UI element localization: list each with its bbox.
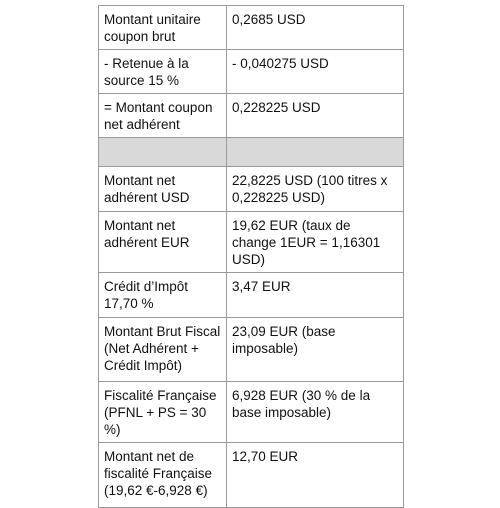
row-label: Montant Brut Fiscal (Net Adhérent + Crédit Impôt) [104, 324, 221, 373]
table-row [99, 212, 404, 273]
row-label-cell [99, 382, 227, 443]
row-value-cell [227, 443, 404, 508]
row-label-cell [99, 273, 227, 318]
table-row [99, 50, 404, 94]
table-row [99, 167, 404, 212]
row-label: - Retenue à la source 15 % [104, 56, 189, 88]
table-row [99, 6, 404, 50]
row-label: Montant unitaire coupon brut [104, 12, 201, 44]
row-value: 3,47 EUR [232, 279, 291, 294]
row-label: Fiscalité Française (PFNL + PS = 30 %) [104, 388, 217, 437]
row-value-cell [227, 273, 404, 318]
separator-cell [99, 138, 227, 167]
row-value: 6,928 EUR (30 % de la base imposable) [232, 388, 371, 420]
row-label-cell [99, 318, 227, 382]
row-value: - 0,040275 USD [232, 56, 329, 71]
row-label: = Montant coupon net adhérent [104, 100, 213, 132]
table-row [99, 318, 404, 382]
row-value-cell [227, 382, 404, 443]
row-value: 22,8225 USD (100 titres x 0,228225 USD) [232, 173, 388, 205]
row-label-cell [99, 50, 227, 94]
table-row [99, 443, 404, 508]
row-label: Crédit d’Impôt 17,70 % [104, 279, 189, 311]
row-value: 19,62 EUR (taux de change 1EUR = 1,16301 USD) [232, 218, 381, 267]
row-value-cell [227, 167, 404, 212]
row-value-cell [227, 6, 404, 50]
coupon-calculation-table [98, 5, 404, 508]
row-value: 0,228225 USD [232, 100, 321, 115]
row-label-cell [99, 6, 227, 50]
row-label-cell [99, 167, 227, 212]
separator-cell [227, 138, 404, 167]
row-value-cell [227, 94, 404, 138]
row-value: 12,70 EUR [232, 449, 299, 464]
row-value: 23,09 EUR (base imposable) [232, 324, 336, 356]
row-value-cell [227, 50, 404, 94]
table-row [99, 273, 404, 318]
separator-row [99, 138, 404, 167]
row-label-cell [99, 94, 227, 138]
table-row [99, 382, 404, 443]
row-label-cell [99, 443, 227, 508]
row-label: Montant net adhérent USD [104, 173, 190, 205]
row-label: Montant net adhérent EUR [104, 218, 190, 250]
row-label-cell [99, 212, 227, 273]
row-label: Montant net de fiscalité Française (19,62 €-6,928 €) [104, 449, 213, 498]
row-value-cell [227, 318, 404, 382]
row-value-cell [227, 212, 404, 273]
table-row [99, 94, 404, 138]
row-value: 0,2685 USD [232, 12, 306, 27]
